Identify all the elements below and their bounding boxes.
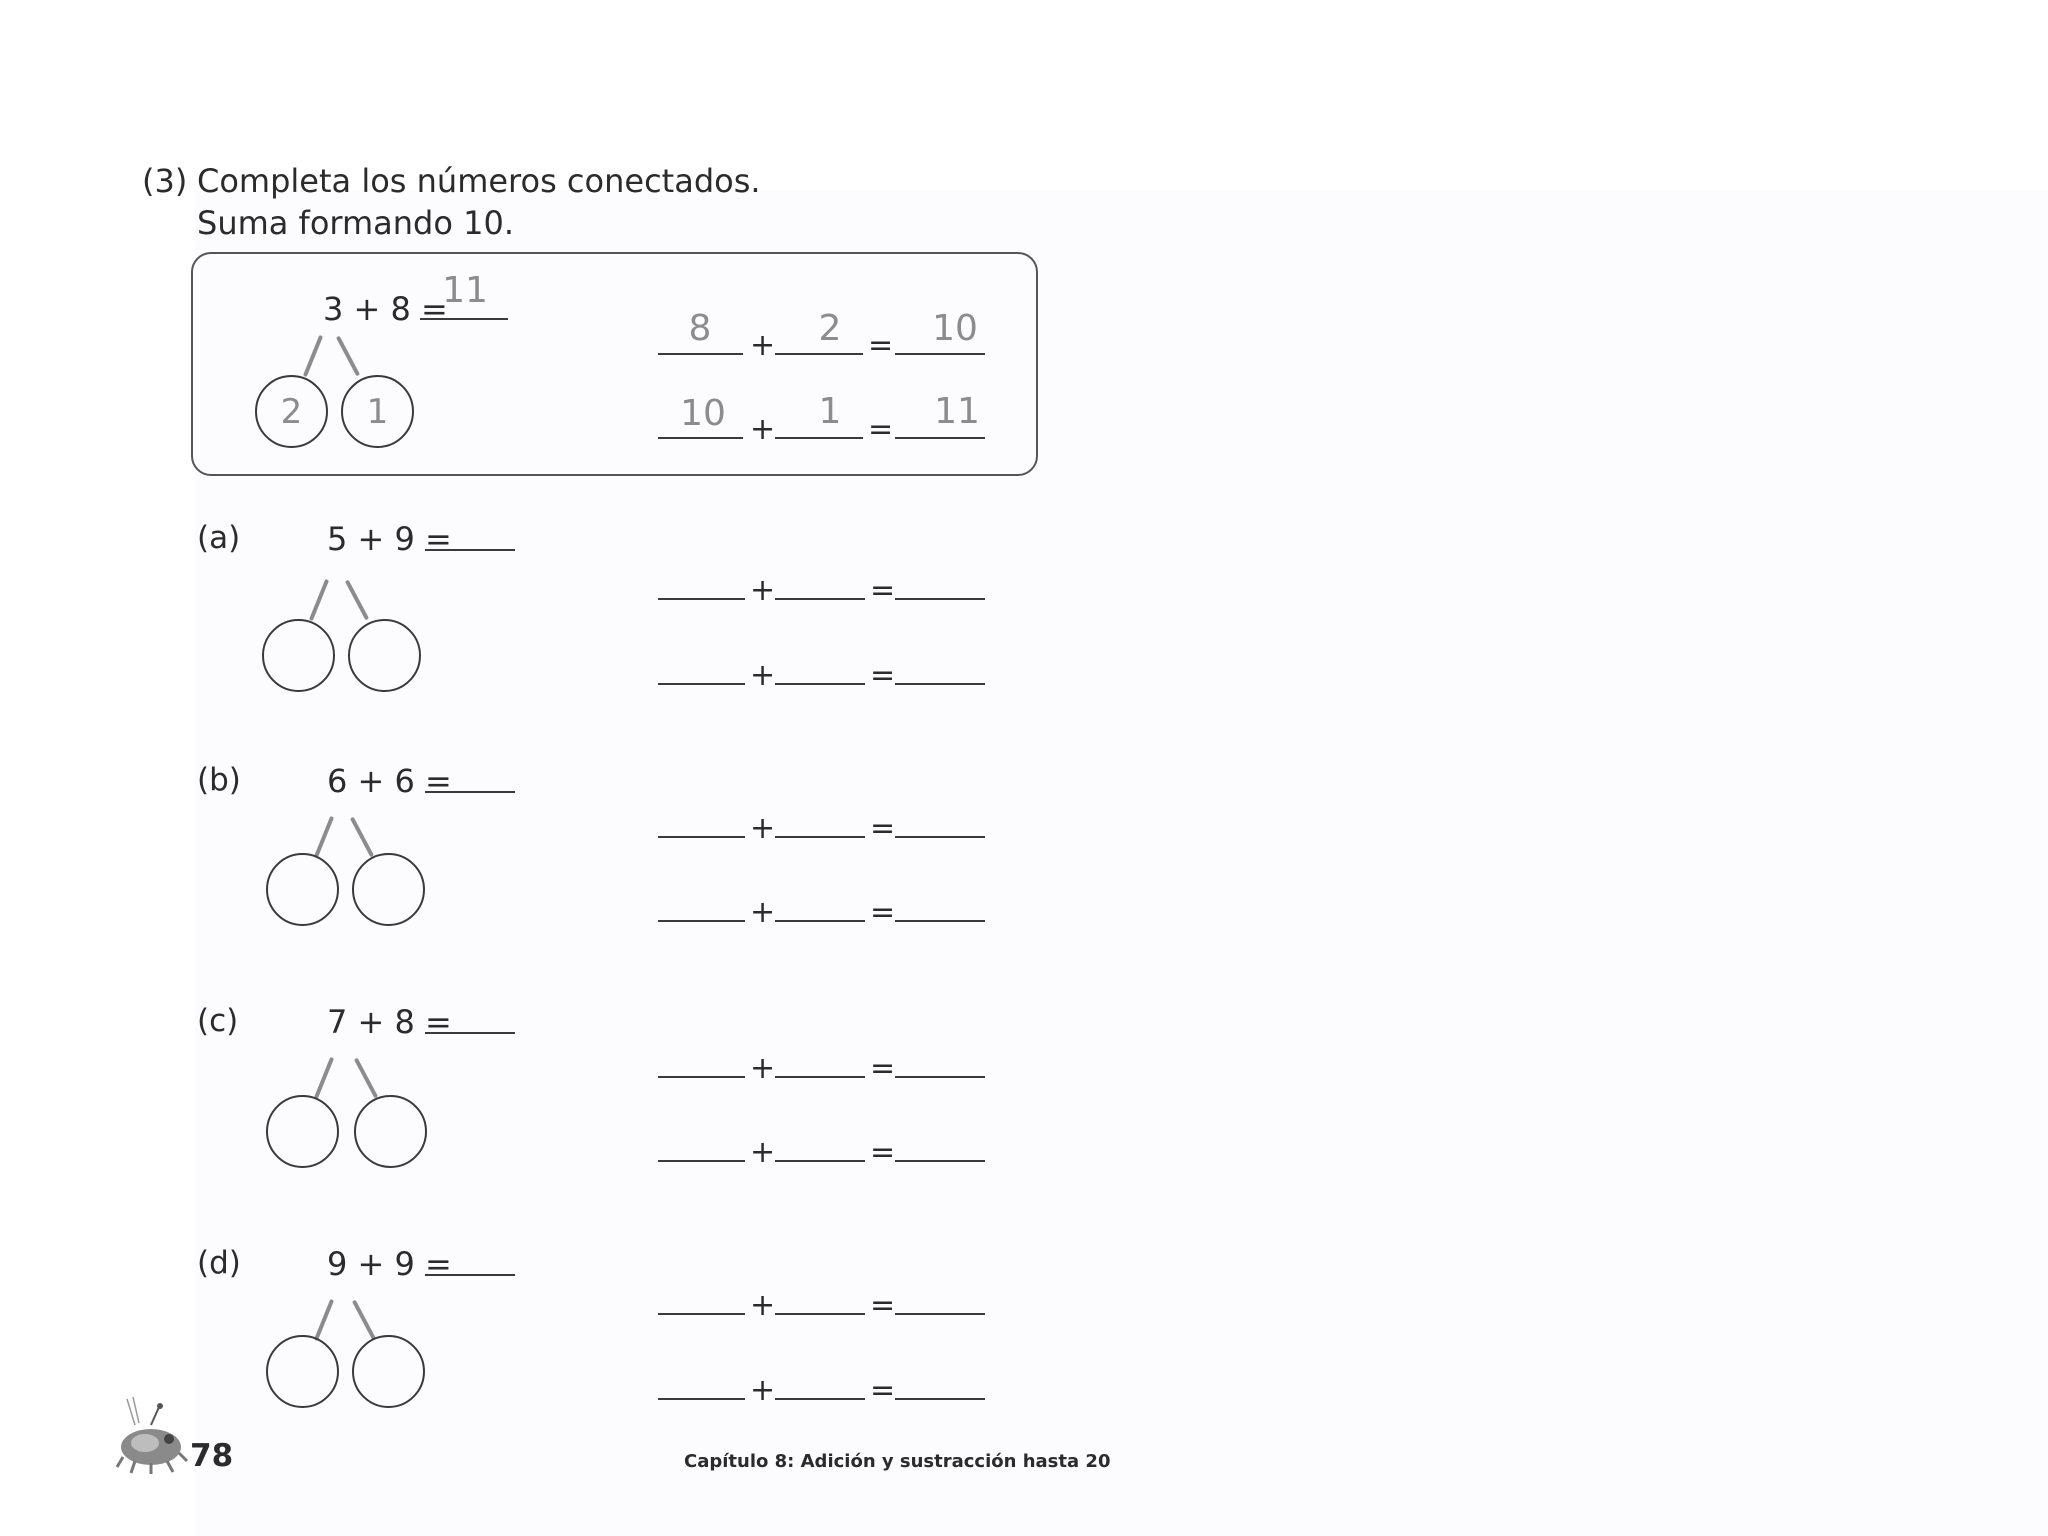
problem-row2-blank-a1	[658, 683, 745, 685]
example-box	[191, 252, 1038, 476]
problem-expression-c: 7 + 8 =	[327, 1003, 452, 1041]
equals-sign: =	[870, 1373, 896, 1408]
plus-sign: +	[750, 895, 776, 930]
equals-sign: =	[870, 895, 896, 930]
problem-row1-blank-c2	[775, 1076, 865, 1078]
plus-sign: +	[750, 1135, 776, 1170]
example-row1-value-b: 2	[818, 308, 842, 349]
plus-sign: +	[750, 573, 776, 608]
equals-sign: =	[870, 1288, 896, 1323]
problem-row2-blank-a2	[775, 683, 865, 685]
example-expression: 3 + 8 =	[323, 290, 448, 328]
problem-circle-right-a	[348, 619, 421, 692]
equals-sign: =	[870, 1051, 896, 1086]
problem-expression-d: 9 + 9 =	[327, 1245, 452, 1283]
example-answer-line	[420, 318, 508, 320]
plus-sign: +	[750, 328, 776, 363]
problem-row1-blank-d3	[895, 1313, 985, 1315]
equals-sign: =	[868, 328, 894, 363]
problem-row1-blank-b3	[895, 836, 985, 838]
problem-row1-blank-d1	[658, 1313, 745, 1315]
problem-expression-a: 5 + 9 =	[327, 520, 452, 558]
problem-row1-blank-b2	[775, 836, 865, 838]
instruction-line-2: Suma formando 10.	[197, 204, 514, 242]
example-row1-blank-b	[775, 353, 863, 355]
problem-answer-blank-b	[425, 791, 515, 793]
plus-sign: +	[750, 1288, 776, 1323]
plus-sign: +	[750, 1051, 776, 1086]
example-row2-value-c: 11	[934, 391, 980, 432]
problem-row2-blank-b2	[775, 920, 865, 922]
problem-expression-b: 6 + 6 =	[327, 762, 452, 800]
example-row1-value-a: 8	[688, 308, 712, 349]
equals-sign: =	[870, 1135, 896, 1170]
example-row1-blank-c	[895, 353, 985, 355]
example-circle-left: 2	[255, 375, 328, 448]
problem-label-d: (d)	[197, 1245, 241, 1281]
chapter-title: Capítulo 8: Adición y sustracción hasta 20	[684, 1451, 1111, 1472]
problem-circle-right-d	[352, 1335, 425, 1408]
bug-mascot-icon	[115, 1395, 190, 1475]
plus-sign: +	[750, 1373, 776, 1408]
example-row2-blank-a	[658, 437, 743, 439]
problem-row2-blank-b3	[895, 920, 985, 922]
problem-label-b: (b)	[197, 762, 241, 798]
problem-label-a: (a)	[197, 520, 241, 556]
problem-answer-blank-a	[425, 549, 515, 551]
problem-row1-blank-c3	[895, 1076, 985, 1078]
example-row1-value-c: 10	[932, 308, 978, 349]
example-row1-blank-a	[658, 353, 743, 355]
problem-row1-blank-b1	[658, 836, 745, 838]
problem-circle-right-c	[354, 1095, 427, 1168]
problem-circle-left-b	[266, 853, 339, 926]
example-row2-blank-c	[895, 437, 985, 439]
instruction-line-1: Completa los números conectados.	[197, 162, 761, 200]
exercise-number: (3)	[142, 162, 188, 200]
example-answer: 11	[442, 270, 488, 311]
problem-circle-left-c	[266, 1095, 339, 1168]
problem-row1-blank-d2	[775, 1313, 865, 1315]
problem-row2-blank-d3	[895, 1398, 985, 1400]
plus-sign: +	[750, 811, 776, 846]
page-number: 78	[190, 1438, 234, 1474]
problem-row2-blank-a3	[895, 683, 985, 685]
problem-label-c: (c)	[197, 1003, 239, 1039]
problem-row2-blank-c1	[658, 1160, 745, 1162]
problem-row2-blank-c3	[895, 1160, 985, 1162]
example-row2-value-b: 1	[818, 391, 842, 432]
problem-answer-blank-c	[425, 1032, 515, 1034]
problem-row1-blank-a2	[775, 598, 865, 600]
example-row2-value-a: 10	[680, 393, 726, 434]
plus-sign: +	[750, 658, 776, 693]
problem-row1-blank-a3	[895, 598, 985, 600]
problem-row2-blank-c2	[775, 1160, 865, 1162]
problem-row2-blank-b1	[658, 920, 745, 922]
problem-circle-left-d	[266, 1335, 339, 1408]
problem-row2-blank-d2	[775, 1398, 865, 1400]
problem-circle-right-b	[352, 853, 425, 926]
problem-row1-blank-a1	[658, 598, 745, 600]
equals-sign: =	[868, 412, 894, 447]
problem-row1-blank-c1	[658, 1076, 745, 1078]
example-circle-right: 1	[341, 375, 414, 448]
plus-sign: +	[750, 412, 776, 447]
problem-answer-blank-d	[425, 1274, 515, 1276]
problem-circle-left-a	[262, 619, 335, 692]
equals-sign: =	[870, 573, 896, 608]
problem-row2-blank-d1	[658, 1398, 745, 1400]
equals-sign: =	[870, 658, 896, 693]
example-row2-blank-b	[775, 437, 863, 439]
equals-sign: =	[870, 811, 896, 846]
